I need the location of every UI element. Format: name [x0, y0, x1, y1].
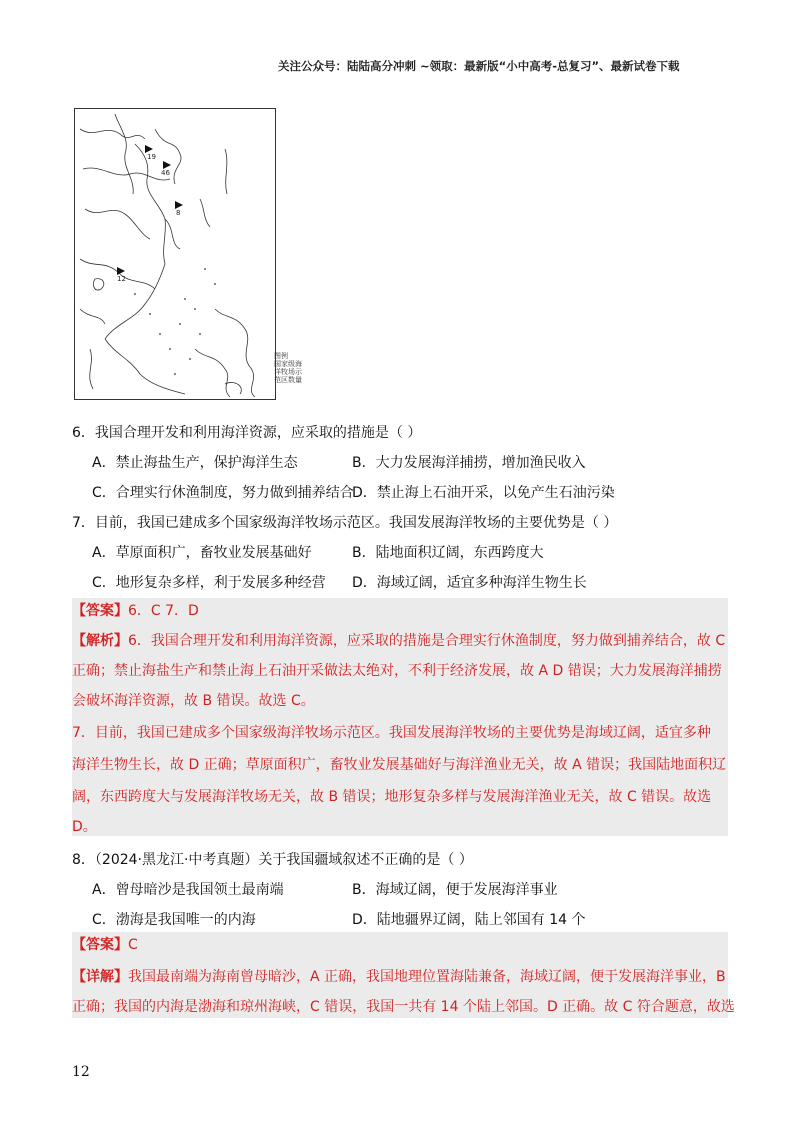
q8-option-b: B．海域辽阔，便于发展海洋事业	[352, 882, 558, 898]
map-label-46: 46	[161, 169, 170, 177]
analysis-line	[72, 630, 725, 650]
marker-arrow-icon	[163, 161, 171, 169]
map-label-12: 12	[117, 275, 126, 283]
analysis-text: 6．我国合理开发和利用海洋资源，应采取的措施是合理实行休渔制度，努力做到捕养结合，故 C	[128, 633, 726, 649]
analysis-line: 会破坏海洋资源，故 B 错误。故选 C。	[72, 693, 315, 709]
detail-line	[72, 966, 726, 986]
page-number: 12	[72, 1064, 90, 1080]
legend-title: 图例	[274, 352, 288, 360]
analysis-line: 正确；禁止海盐生产和禁止海上石油开采做法太绝对，不利于经济发展，故 A D 错误；大力发展海洋捕捞	[72, 663, 722, 679]
question-7-stem: 7．目前，我国已建成多个国家级海洋牧场示范区。我国发展海洋牧场的主要优势是（ ）	[72, 515, 618, 531]
legend-line: 国家级海	[274, 360, 302, 368]
legend-line: 范区数量	[274, 376, 302, 384]
analysis-line: 海洋生物生长，故 D 正确；草原面积广，畜牧业发展基础好与海洋渔业无关，故 A 错误；我国陆地面积辽	[72, 757, 727, 773]
q8-option-d: D．陆地疆界辽阔，陆上邻国有 14 个	[352, 912, 586, 928]
q7-option-d: D．海域辽阔，适宜多种海洋生物生长	[352, 575, 587, 591]
map-label-19: 19	[147, 153, 156, 161]
analysis-line: D。	[72, 819, 97, 835]
answer-text: 6．C 7．D	[128, 603, 199, 619]
answer-block-6-7	[72, 598, 728, 836]
q6-option-a: A．禁止海盐生产，保护海洋生态	[92, 455, 298, 471]
q7-option-b: B．陆地面积辽阔，东西跨度大	[352, 545, 544, 561]
coastline-map	[75, 109, 275, 399]
analysis-line: 阔，东西跨度大与发展海洋牧场无关，故 B 错误；地形复杂多样与发展海洋渔业无关，故 C 错误。故选	[72, 789, 712, 805]
answer-line	[72, 600, 199, 620]
question-8-stem: 8．（2024·黑龙江·中考真题）关于我国疆域叙述不正确的是（ ）	[72, 852, 473, 868]
map-figure	[74, 108, 276, 400]
answer-line	[72, 934, 138, 954]
page-header: 关注公众号：陆陆高分冲刺 ~领取：最新版“小中高考-总复习”、最新试卷下载	[278, 59, 680, 73]
q7-option-a: A．草原面积广，畜牧业发展基础好	[92, 545, 312, 561]
answer-text: C	[128, 937, 138, 953]
marker-arrow-icon	[145, 145, 153, 153]
q6-option-d: D．禁止海上石油开采，以免产生石油污染	[352, 485, 615, 501]
q8-option-c: C．渤海是我国唯一的内海	[92, 912, 256, 928]
q6-option-b: B．大力发展海洋捕捞，增加渔民收入	[352, 455, 586, 471]
q8-option-a: A．曾母暗沙是我国领土最南端	[92, 882, 284, 898]
q7-option-c: C．地形复杂多样，利于发展多种经营	[92, 575, 326, 591]
analysis-line: 7．目前，我国已建成多个国家级海洋牧场示范区。我国发展海洋牧场的主要优势是海域辽阔，适宜多种	[72, 725, 711, 741]
detail-text: 我国最南端为海南曾母暗沙，A 正确，我国地理位置海陆兼备，海域辽阔，便于发展海洋事业，B	[128, 969, 726, 985]
analysis-tag: 【解析】	[72, 633, 128, 649]
q6-option-c: C．合理实行休渔制度，努力做到捕养结合	[92, 485, 354, 501]
answer-block-8	[72, 932, 735, 1018]
question-6-stem: 6．我国合理开发和利用海洋资源，应采取的措施是（ ）	[72, 425, 422, 441]
answer-tag: 【答案】	[72, 937, 128, 953]
answer-tag: 【答案】	[72, 603, 128, 619]
detail-line: 正确；我国的内海是渤海和琼州海峡，C 错误，我国一共有 14 个陆上邻国。D 正确。故 C 符合题意，故选	[72, 999, 735, 1015]
marker-arrow-icon	[175, 201, 183, 209]
detail-tag: 【详解】	[72, 969, 128, 985]
legend-line: 洋牧场示	[274, 368, 302, 376]
marker-arrow-icon	[117, 267, 125, 275]
map-label-8: 8	[176, 209, 181, 217]
map-legend	[274, 352, 318, 384]
